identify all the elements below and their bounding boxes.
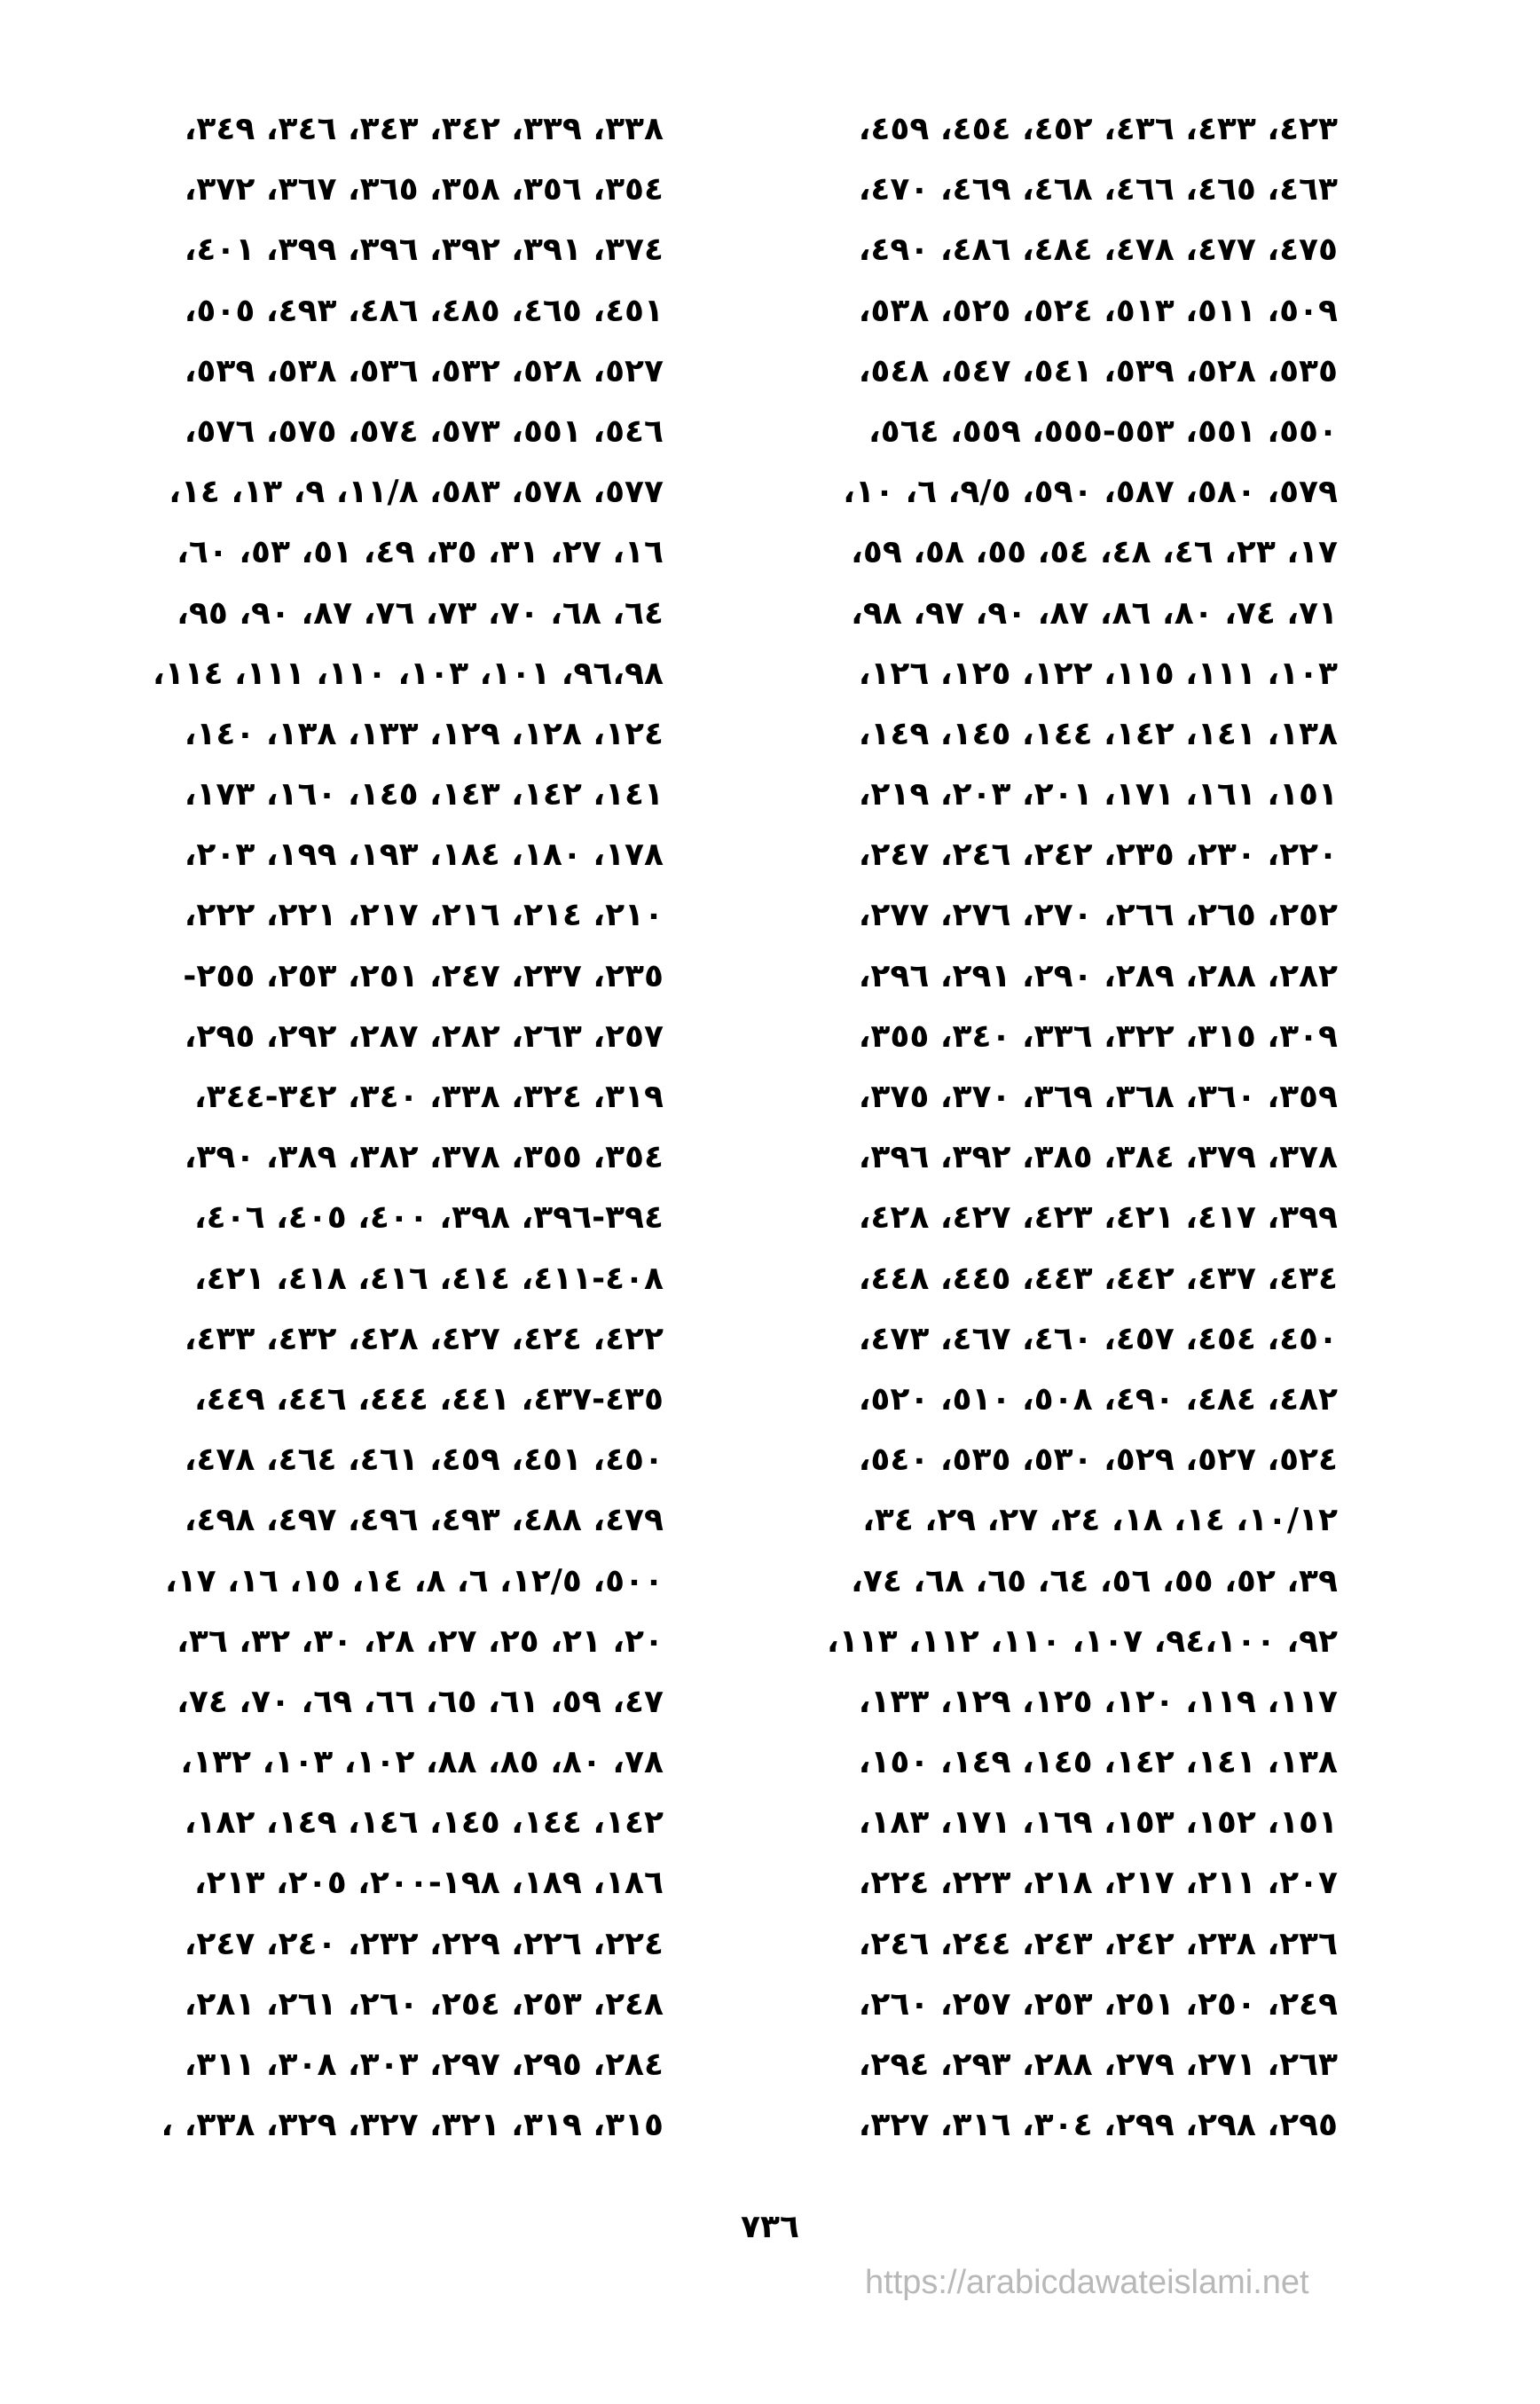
index-line: ٣٠٩، ٣١٥، ٣٢٢، ٣٣٦، ٣٤٠، ٣٥٥، <box>858 1017 1338 1055</box>
index-line: ٣٣٨، ٣٣٩، ٣٤٢، ٣٤٣، ٣٤٦، ٣٤٩، <box>184 111 664 147</box>
index-line: ٥٧٩، ٥٨٠، ٥٨٧، ٥٩٠، ٩/٥، ٦، ١٠، <box>843 474 1338 511</box>
index-line: ١٤٢، ١٤٤، ١٤٥، ١٤٦، ١٤٩، ١٨٢، <box>184 1804 664 1842</box>
index-line: ٢٨٢، ٢٨٨، ٢٨٩، ٢٩٠، ٢٩١، ٢٩٦، <box>858 957 1338 994</box>
index-line: ١٣٨، ١٤١، ١٤٢، ١٤٤، ١٤٥، ١٤٩، <box>858 715 1338 752</box>
index-line: ٥٢٤، ٥٢٧، ٥٢٩، ٥٣٠، ٥٣٥، ٥٤٠، <box>858 1442 1338 1479</box>
index-line: ٣٩، ٥٢، ٥٥، ٥٦، ٦٤، ٦٥، ٦٨، ٧٤، <box>851 1562 1338 1599</box>
index-line: ٣٩٤-٣٩٦، ٣٩٨، ٤٠٠، ٤٠٥، ٤٠٦، <box>193 1199 664 1237</box>
index-line: ٢٢٤، ٢٢٦، ٢٢٩، ٢٣٢، ٢٤٠، ٢٤٧، <box>184 1925 664 1962</box>
index-line: ٢٥٢، ٢٦٥، ٢٦٦، ٢٧٠، ٢٧٦، ٢٧٧، <box>858 897 1338 934</box>
index-line: ٣٥٤، ٣٥٦، ٣٥٨، ٣٦٥، ٣٦٧، ٣٧٢، <box>184 171 664 208</box>
index-line: ٩٦،٩٨، ١٠١، ١٠٣، ١١٠، ١١١، ١١٤، <box>153 655 664 692</box>
index-line: ٢٠، ٢١، ٢٥، ٢٧، ٢٨، ٣٠، ٣٢، ٣٦، <box>177 1622 664 1660</box>
index-line: ٧٨، ٨٠، ٨٥، ٨٨، ١٠٢، ١٠٣، ١٣٢، <box>180 1744 664 1781</box>
index-line: ٥٣٥، ٥٢٨، ٥٣٩، ٥٤١، ٥٤٧، ٥٤٨، <box>858 352 1338 389</box>
index-column-left <box>114 99 664 2156</box>
index-line: ٥٢٧، ٥٢٨، ٥٣٢، ٥٣٦، ٥٣٨، ٥٣٩، <box>184 352 664 389</box>
index-line: ٥٧٧، ٥٧٨، ٥٨٣، ١١/٨، ٩، ١٣، ١٤، <box>169 474 664 511</box>
index-line: ٢٤٨، ٢٥٣، ٢٥٤، ٢٦٠، ٢٦١، ٢٨١، <box>184 1985 664 2023</box>
index-line: ٤٢٣، ٤٣٣، ٤٣٦، ٤٥٢، ٤٥٤، ٤٥٩، <box>858 111 1338 147</box>
index-line: ٤٥١، ٤٦٥، ٤٨٥، ٤٨٦، ٤٩٣، ٥٠٥، <box>184 292 664 329</box>
index-line: ١٠٣، ١١١، ١١٥، ١٢٢، ١٢٥، ١٢٦، <box>858 655 1338 692</box>
index-line: ٤٥٠، ٤٥١، ٤٥٩، ٤٦١، ٤٦٤، ٤٧٨، <box>184 1442 664 1479</box>
index-line: ٥٠٩، ٥١١، ٥١٣، ٥٢٤، ٥٢٥، ٥٣٨، <box>858 292 1338 329</box>
index-line: ٥٤٦، ٥٥١، ٥٧٣، ٥٧٤، ٥٧٥، ٥٧٦، <box>184 412 664 450</box>
index-line: ٣٩٩، ٤١٧، ٤٢١، ٤٢٣، ٤٢٧، ٤٢٨، <box>858 1199 1338 1237</box>
index-line: ٩٢، ٩٤،١٠٠، ١٠٧، ١١٠، ١١٢، ١١٣، <box>827 1622 1338 1660</box>
index-line: ٢٣٥، ٢٣٧، ٢٤٧، ٢٥١، ٢٥٣، ٢٥٥- <box>183 957 664 994</box>
index-line: ١٧٨، ١٨٠، ١٨٤، ١٩٣، ١٩٩، ٢٠٣، <box>184 837 664 874</box>
index-line: ١٤١، ١٤٢، ١٤٣، ١٤٥، ١٦٠، ١٧٣، <box>184 776 664 813</box>
index-line: ٣١٥، ٣١٩، ٣٢١، ٣٢٧، ٣٢٩، ٣٣٨، ، <box>161 2107 664 2144</box>
index-line: ٤٨٢، ٤٨٤، ٤٩٠، ٥٠٨، ٥١٠، ٥٢٠، <box>858 1380 1338 1418</box>
index-line: ٢٩٥، ٢٩٨، ٢٩٩، ٣٠٤، ٣١٦، ٣٢٧، <box>858 2107 1338 2144</box>
index-line: ٣٧٤، ٣٩١، ٣٩٢، ٣٩٦، ٣٩٩، ٤٠١، <box>184 232 664 269</box>
index-line: ٤٣٥-٤٣٧، ٤٤١، ٤٤٤، ٤٤٦، ٤٤٩، <box>193 1380 664 1418</box>
index-line: ٢١٠، ٢١٤، ٢١٦، ٢١٧، ٢٢١، ٢٢٢، <box>184 897 664 934</box>
index-line: ١٠/١٢، ١٤، ١٨، ٢٤، ٢٧، ٢٩، ٣٤، <box>862 1502 1338 1539</box>
index-line: ١٥١، ١٥٢، ١٥٣، ١٦٩، ١٧١، ١٨٣، <box>858 1804 1338 1842</box>
index-line: ٤٣٤، ٤٣٧، ٤٤٢، ٤٤٣، ٤٤٥، ٤٤٨، <box>858 1260 1338 1297</box>
index-line: ٢٣٦، ٢٣٨، ٢٤٢، ٢٤٣، ٢٤٤، ٢٤٦، <box>858 1925 1338 1962</box>
index-line: ٤٢٢، ٤٢٤، ٤٢٧، ٤٢٨، ٤٣٢، ٤٣٣، <box>184 1320 664 1357</box>
index-line: ٢٦٣، ٢٧١، ٢٧٩، ٢٨٨، ٢٩٣، ٢٩٤، <box>858 2047 1338 2083</box>
index-line: ٢٢٠، ٢٣٠، ٢٣٥، ٢٤٢، ٢٤٦، ٢٤٧، <box>858 837 1338 874</box>
index-line: ٦٤، ٦٨، ٧٠، ٧٣، ٧٦، ٨٧، ٩٠، ٩٥، <box>177 594 664 632</box>
index-line: ٢٥٧، ٢٦٣، ٢٨٢، ٢٨٧، ٢٩٢، ٢٩٥، <box>184 1017 664 1055</box>
index-line: ٣١٩، ٣٢٤، ٣٣٨، ٣٤٠، ٣٤٢-٣٤٤، <box>193 1079 664 1115</box>
index-line: ٥٥٠، ٥٥١، ٥٥٣-٥٥٥، ٥٥٩، ٥٦٤، <box>868 412 1338 450</box>
index-line: ٤٦٣، ٤٦٥، ٤٦٦، ٤٦٨، ٤٦٩، ٤٧٠، <box>858 171 1338 208</box>
index-line: ٣٥٤، ٣٥٥، ٣٧٨، ٣٨٢، ٣٨٩، ٣٩٠، <box>184 1139 664 1176</box>
index-line: ٢٨٤، ٢٩٥، ٢٩٧، ٣٠٣، ٣٠٨، ٣١١، <box>184 2047 664 2083</box>
index-line: ٣٥٩، ٣٦٠، ٣٦٨، ٣٦٩، ٣٧٠، ٣٧٥، <box>858 1079 1338 1115</box>
watermark-url: https://arabicdawateislami.net <box>865 2264 1309 2301</box>
index-line: ١٧، ٢٣، ٤٦، ٤٨، ٥٤، ٥٥، ٥٨، ٥٩، <box>851 534 1338 571</box>
index-line: ٤٧٥، ٤٧٧، ٤٧٨، ٤٨٤، ٤٨٦، ٤٩٠، <box>858 232 1338 269</box>
index-line: ٢٤٩، ٢٥٠، ٢٥١، ٢٥٣، ٢٥٧، ٢٦٠، <box>858 1985 1338 2023</box>
index-line: ١١٧، ١١٩، ١٢٠، ١٢٥، ١٢٩، ١٣٣، <box>858 1683 1338 1720</box>
index-line: ١٨٦، ١٨٩، ١٩٨-٢٠٠، ٢٠٥، ٢١٣، <box>193 1865 664 1902</box>
page-number: ٧٣٦ <box>741 2209 799 2245</box>
index-line: ٤٠٨-٤١١، ٤١٤، ٤١٦، ٤١٨، ٤٢١، <box>193 1260 664 1297</box>
index-line: ١٦، ٢٧، ٣١، ٣٥، ٤٩، ٥١، ٥٣، ٦٠، <box>177 534 664 571</box>
index-line: ١٥١، ١٦١، ١٧١، ٢٠١، ٢٠٣، ٢١٩، <box>858 776 1338 813</box>
index-line: ٣٧٨، ٣٧٩، ٣٨٤، ٣٨٥، ٣٩٢، ٣٩٦، <box>858 1139 1338 1176</box>
index-line: ٤٧، ٥٩، ٦١، ٦٥، ٦٦، ٦٩، ٧٠، ٧٤، <box>177 1683 664 1720</box>
index-column-right <box>788 99 1338 2156</box>
index-line: ٥٠٠، ١٢/٥، ٦، ٨، ١٤، ١٥، ١٦، ١٧، <box>165 1562 664 1599</box>
index-line: ٤٧٩، ٤٨٨، ٤٩٣، ٤٩٦، ٤٩٧، ٤٩٨، <box>184 1502 664 1539</box>
index-line: ٧١، ٧٤، ٨٠، ٨٦، ٨٧، ٩٠، ٩٧، ٩٨، <box>851 594 1338 632</box>
index-line: ١٣٨، ١٤١، ١٤٢، ١٤٥، ١٤٩، ١٥٠، <box>858 1744 1338 1781</box>
index-line: ٢٠٧، ٢١١، ٢١٧، ٢١٨، ٢٢٣، ٢٢٤، <box>858 1865 1338 1902</box>
index-line: ١٢٤، ١٢٨، ١٢٩، ١٣٣، ١٣٨، ١٤٠، <box>184 715 664 752</box>
index-line: ٤٥٠، ٤٥٤، ٤٥٧، ٤٦٠، ٤٦٧، ٤٧٣، <box>858 1320 1338 1357</box>
